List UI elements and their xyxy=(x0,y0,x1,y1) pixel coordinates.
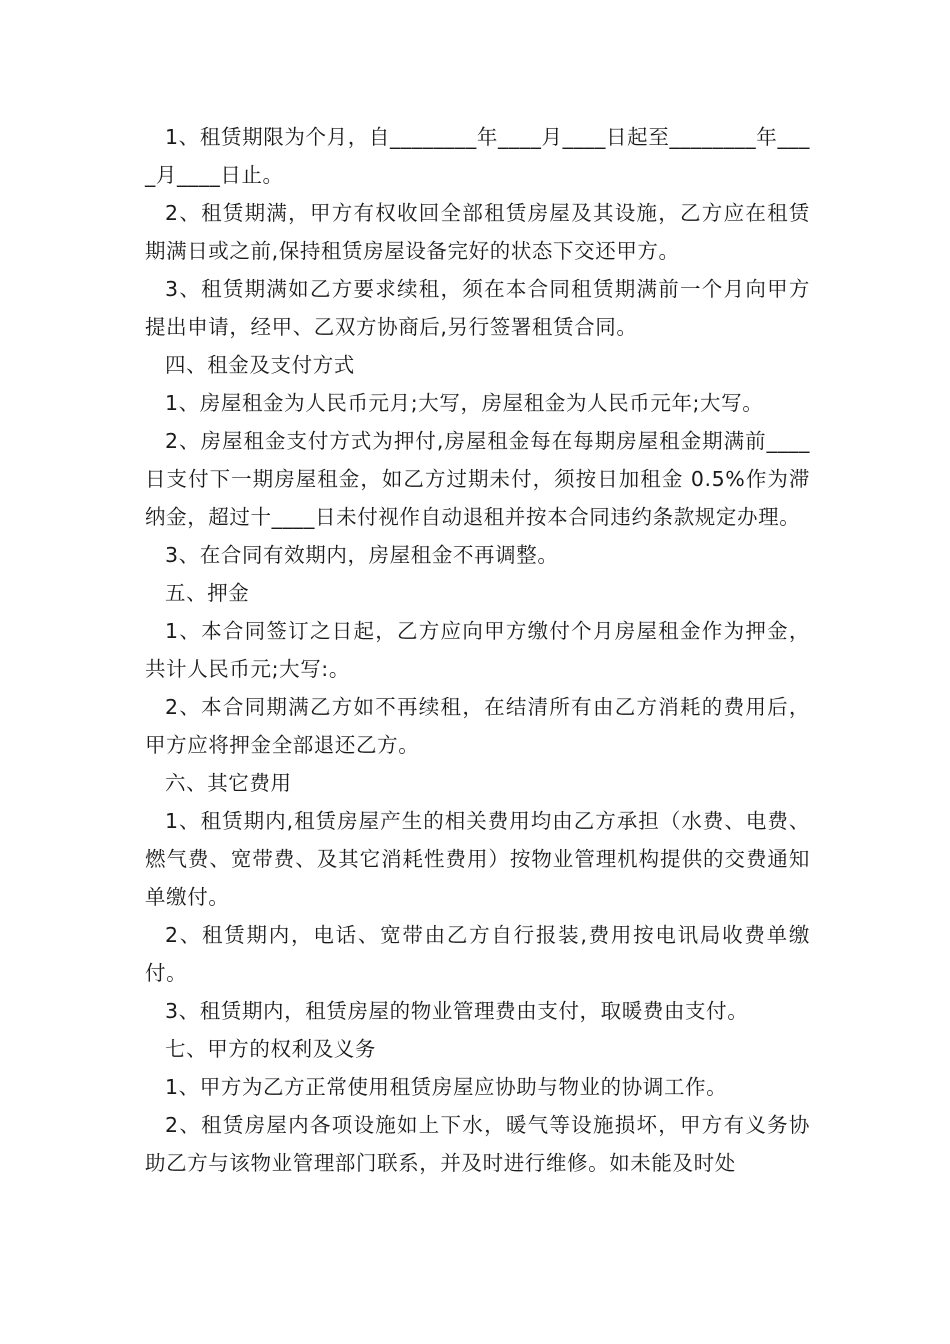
paragraph-lease-renewal: 3、租赁期满如乙方要求续租，须在本合同租赁期满前一个月向甲方提出申请，经甲、乙双方协商后,另行签署租赁合同。 xyxy=(145,277,810,339)
paragraph-lease-term: 1、租赁期限为个月，自________年____月____日起至________年____月____日止。 xyxy=(145,125,810,187)
section-heading-rent-payment: 四、租金及支付方式 xyxy=(165,353,355,377)
paragraph-property-management-fee: 3、租赁期内，租赁房屋的物业管理费由支付，取暖费由支付。 xyxy=(165,999,749,1023)
paragraph-party-a-repairs: 2、租赁房屋内各项设施如上下水，暖气等设施损坏，甲方有义务协助乙方与该物业管理部门联系，并及时进行维修。如未能及时处 xyxy=(145,1113,810,1175)
paragraph-rent-amount: 1、房屋租金为人民币元月;大写，房屋租金为人民币元年;大写。 xyxy=(165,391,764,415)
paragraph-rent-payment-method: 2、房屋租金支付方式为押付,房屋租金每在每期房屋租金期满前____日支付下一期房屋租金，如乙方过期未付，须按日加租金 0.5%作为滞纳金，超过十____日未付视作自动退租并按本合同违约条款规定办理。 xyxy=(145,429,810,529)
document-body xyxy=(145,118,810,1182)
section-heading-party-a-rights: 七、甲方的权利及义务 xyxy=(165,1037,376,1061)
section-heading-other-fees: 六、其它费用 xyxy=(165,771,292,795)
paragraph-deposit-refund: 2、本合同期满乙方如不再续租，在结清所有由乙方消耗的费用后，甲方应将押金全部退还乙方。 xyxy=(145,695,810,757)
paragraph-rent-no-adjustment: 3、在合同有效期内，房屋租金不再调整。 xyxy=(165,543,559,567)
paragraph-utility-fees: 1、租赁期内,租赁房屋产生的相关费用均由乙方承担（水费、电费、燃气费、宽带费、及其它消耗性费用）按物业管理机构提供的交费通知单缴付。 xyxy=(145,809,810,909)
paragraph-phone-broadband: 2、租赁期内，电话、宽带由乙方自行报装,费用按电讯局收费单缴付。 xyxy=(145,923,810,985)
paragraph-lease-expiry-return: 2、租赁期满，甲方有权收回全部租赁房屋及其设施，乙方应在租赁期满日或之前,保持租赁房屋设备完好的状态下交还甲方。 xyxy=(145,201,810,263)
section-heading-deposit: 五、押金 xyxy=(165,581,250,605)
paragraph-party-a-coordination: 1、甲方为乙方正常使用租赁房屋应协助与物业的协调工作。 xyxy=(165,1075,728,1099)
paragraph-deposit-amount: 1、本合同签订之日起，乙方应向甲方缴付个月房屋租金作为押金，共计人民币元;大写:。 xyxy=(145,619,810,681)
